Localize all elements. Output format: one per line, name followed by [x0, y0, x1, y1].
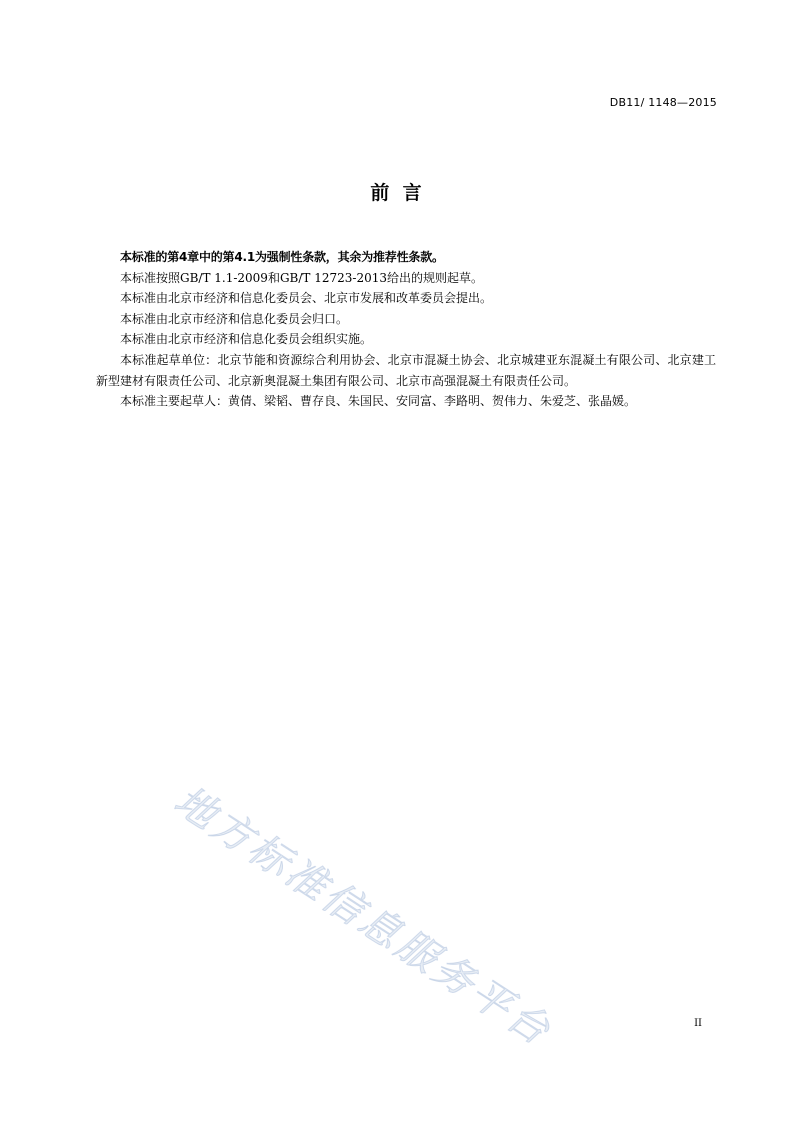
drafting-units-paragraph: 本标准起草单位：北京节能和资源综合利用协会、北京市混凝土协会、北京城建亚东混凝土有限公司、北京建工新型建材有限责任公司、北京新奥混凝土集团有限公司、北京市高强混凝土有限责任公司。	[96, 352, 716, 388]
drafting-rules-paragraph: 本标准按照GB/T 1.1-2009和GB/T 12723-2013给出的规则起草。	[120, 270, 483, 285]
document-code: DB11/ 1148—2015	[609, 96, 717, 109]
page-title: 前 言	[370, 182, 422, 204]
foreword-body	[96, 247, 716, 412]
proposer-paragraph: 本标准由北京市经济和信息化委员会、北京市发展和改革委员会提出。	[120, 291, 493, 306]
watermark: 地方标准信息服务平台	[166, 777, 561, 1056]
implementation-paragraph: 本标准由北京市经济和信息化委员会组织实施。	[120, 332, 373, 347]
centralized-management-paragraph: 本标准由北京市经济和信息化委员会归口。	[120, 311, 349, 326]
drafters-paragraph: 本标准主要起草人：黄倩、梁韬、曹存良、朱国民、安同富、李路明、贺伟力、朱爱芝、张晶媛。	[120, 394, 637, 409]
page-number: II	[694, 1018, 702, 1029]
mandatory-clause-paragraph: 本标准的第4章中的第4.1为强制性条款，其余为推荐性条款。	[120, 250, 444, 264]
